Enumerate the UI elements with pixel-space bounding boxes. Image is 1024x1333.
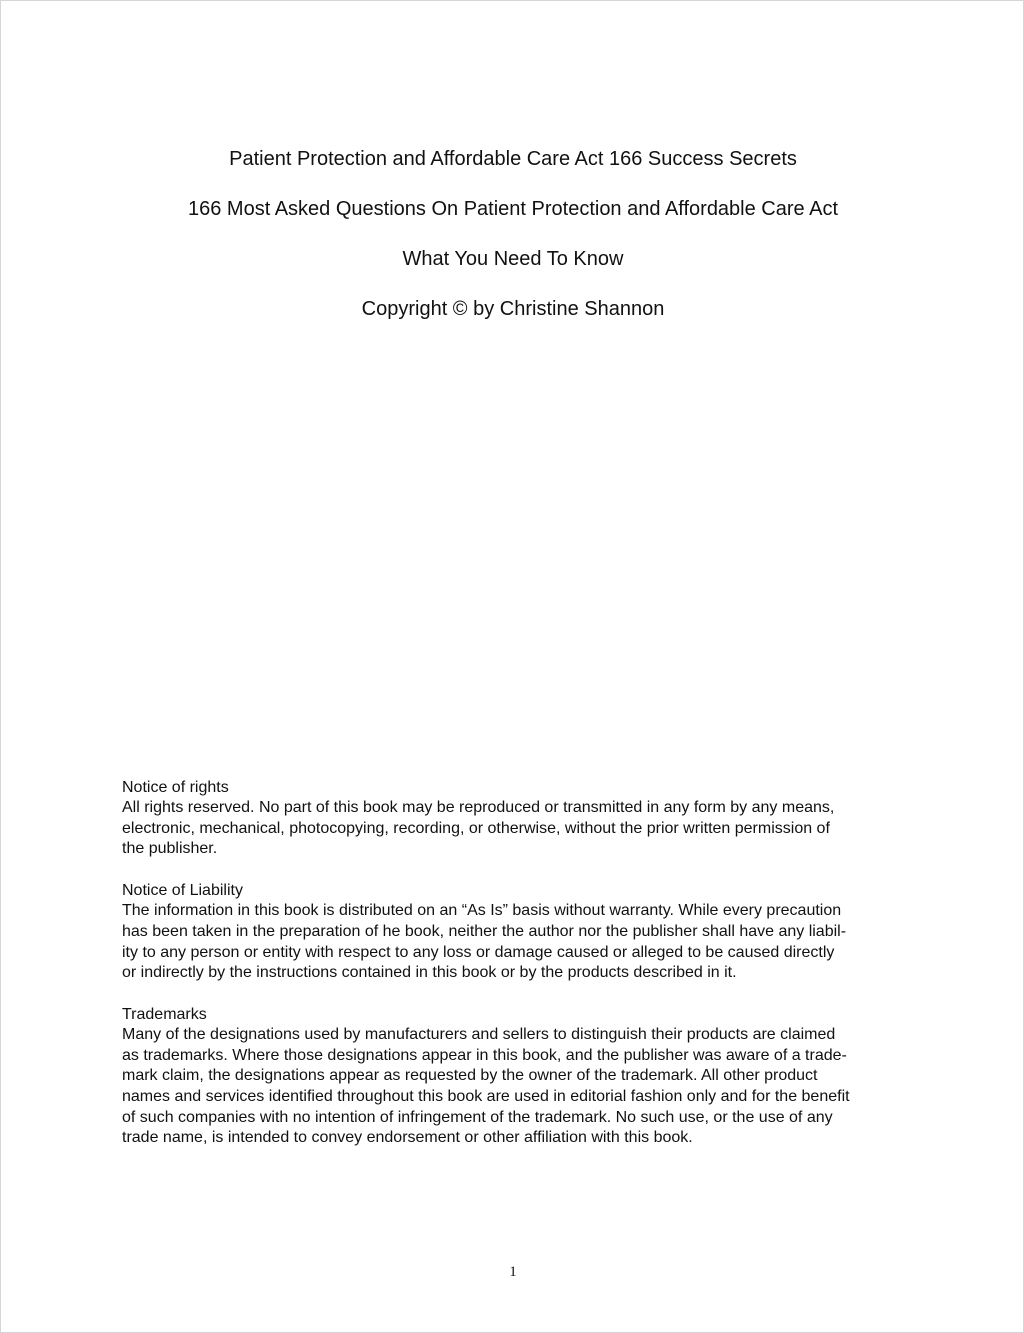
notice-line: of such companies with no intention of infringement of the trademark. No such use, or the use of any: [122, 1108, 833, 1126]
notice-of-rights: [122, 777, 912, 860]
notice-line: the publisher.: [122, 840, 218, 858]
notice-line: The information in this book is distributed on an “As Is” basis without warranty. While every precaution: [122, 902, 842, 920]
notice-line: has been taken in the preparation of he book, neither the author nor the publisher shall have any liabil-: [122, 922, 847, 940]
book-tagline: What You Need To Know: [402, 248, 624, 270]
page-number: 1: [509, 1264, 517, 1280]
book-subtitle: 166 Most Asked Questions On Patient Protection and Affordable Care Act: [187, 198, 839, 220]
notice-line: as trademarks. Where those designations appear in this book, and the publisher was aware of a trade-: [122, 1046, 847, 1064]
notice-line: trade name, is intended to convey endorsement or other affiliation with this book.: [122, 1129, 693, 1147]
notice-heading: Notice of rights: [122, 779, 229, 796]
copyright-line: Copyright © by Christine Shannon: [361, 298, 665, 320]
title-block: [1, 146, 1024, 346]
book-title: Patient Protection and Affordable Care Act 166 Success Secrets: [229, 148, 797, 170]
trademarks-notice: [122, 1004, 912, 1149]
notice-line: Many of the designations used by manufacturers and sellers to distinguish their products are claimed: [122, 1025, 836, 1043]
notice-line: mark claim, the designations appear as requested by the owner of the trademark. All other product: [122, 1067, 818, 1085]
notice-line: All rights reserved. No part of this book may be reproduced or transmitted in any form by any means,: [122, 799, 835, 816]
legal-notices: [122, 777, 912, 1169]
notice-line: ity to any person or entity with respect to any loss or damage caused or alleged to be caused directly: [122, 943, 835, 961]
notice-of-liability: [122, 880, 912, 984]
notice-line: electronic, mechanical, photocopying, recording, or otherwise, without the prior written permission of: [122, 819, 830, 837]
notice-line: names and services identified throughout this book are used in editorial fashion only and for the benefit: [122, 1088, 850, 1106]
notice-heading: Trademarks: [122, 1005, 207, 1023]
notice-heading: Notice of Liability: [122, 882, 243, 900]
notice-line: or indirectly by the instructions contained in this book or by the products described in it.: [122, 964, 737, 982]
